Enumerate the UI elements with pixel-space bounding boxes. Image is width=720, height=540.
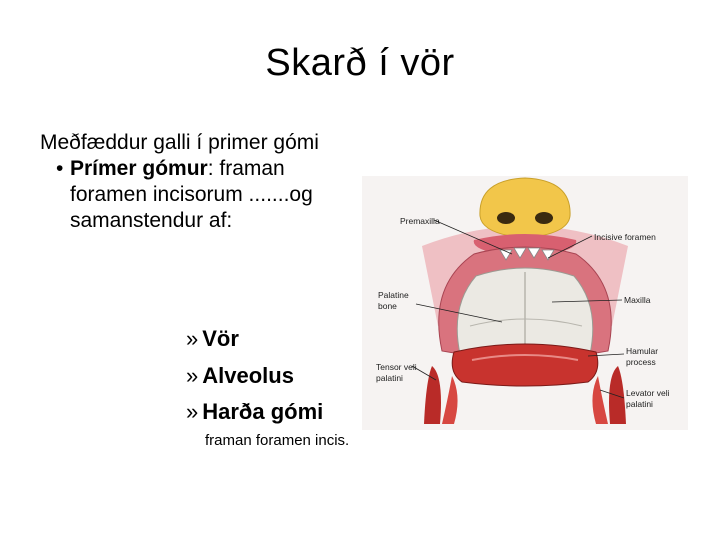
- nose-shape: [480, 178, 570, 238]
- label-hamular-1: Hamular: [626, 346, 659, 356]
- sub-item-alveolus: [186, 363, 294, 389]
- label-tensor-2: palatini: [376, 373, 403, 383]
- bullet-term: Prímer gómur: [70, 157, 208, 180]
- sub-item-label: Harða gómi: [202, 399, 324, 424]
- nostril-right: [535, 212, 553, 224]
- sub-item-arrow: »: [186, 326, 199, 351]
- label-tensor-1: Tensor veli: [376, 362, 417, 372]
- sub-item-harda-gomi: [186, 399, 323, 425]
- label-maxilla: Maxilla: [624, 295, 651, 305]
- intro-paragraph: Meðfæddur galli í primer gómi: [40, 131, 319, 154]
- sub-item-vor: [186, 326, 239, 352]
- label-incisive-foramen: Incisive foramen: [594, 232, 656, 242]
- label-palatine-bone-2: bone: [378, 301, 397, 311]
- sub-item-label: Vör: [202, 326, 239, 351]
- bullet-text: : framan foramen incisorum .......og samanstendur af:: [70, 157, 313, 232]
- label-levator-2: palatini: [626, 399, 653, 409]
- soft-palate-muscle: [452, 344, 598, 386]
- label-levator-1: Levator veli: [626, 388, 670, 398]
- slide-title: Skarð í vör: [265, 42, 455, 84]
- note-text: framan foramen incis.: [205, 432, 350, 449]
- label-hamular-2: process: [626, 357, 656, 367]
- label-premaxilla: Premaxilla: [400, 216, 440, 226]
- sub-item-arrow: »: [186, 399, 199, 424]
- bullet-marker: •: [56, 157, 64, 180]
- sub-item-label: Alveolus: [202, 363, 294, 388]
- palate-anatomy-figure: [362, 176, 688, 430]
- bullet-item: [40, 156, 350, 234]
- label-palatine-bone-1: Palatine: [378, 290, 409, 300]
- sub-item-arrow: »: [186, 363, 199, 388]
- slide-body: [40, 130, 350, 234]
- nostril-left: [497, 212, 515, 224]
